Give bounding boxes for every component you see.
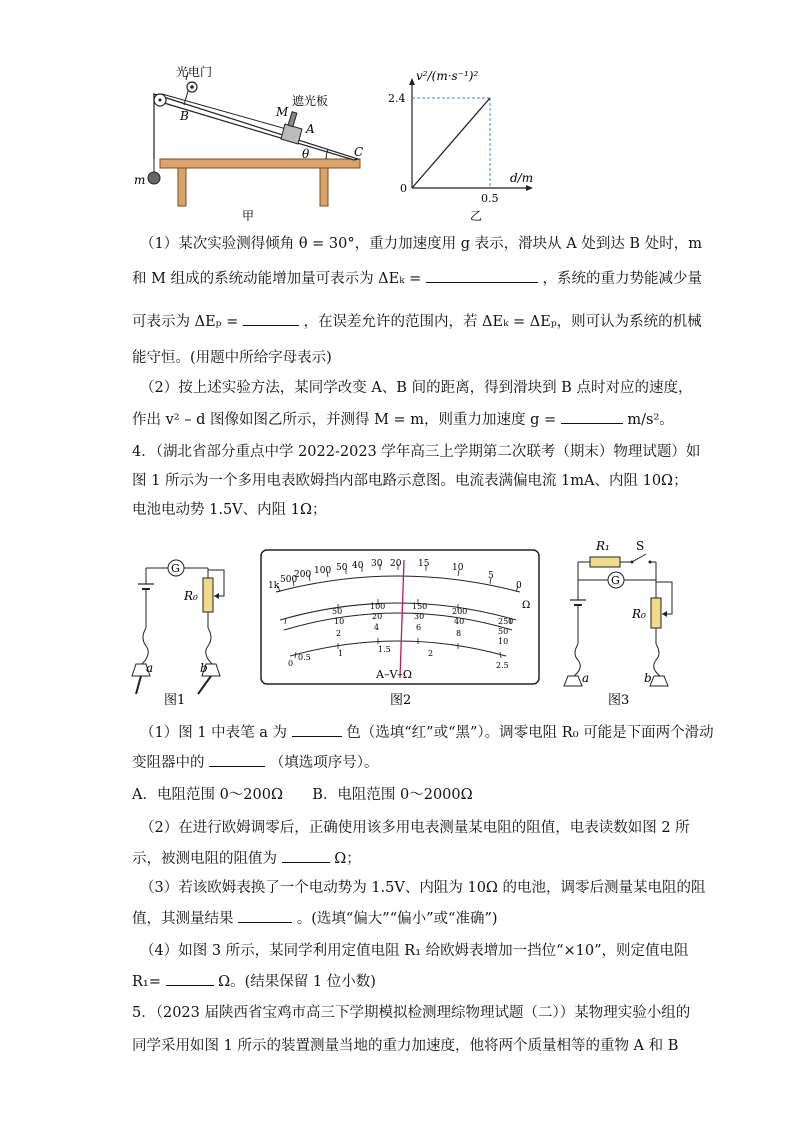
q4-sub2-text: 示，被测电阻的阻值为 bbox=[132, 851, 277, 867]
label-A: A bbox=[306, 122, 315, 136]
scale4-tick-8: 8 bbox=[456, 629, 462, 638]
hanging-mass bbox=[148, 172, 160, 184]
probe-a-fig3 bbox=[564, 676, 582, 686]
caption-fig1: 图1 bbox=[164, 693, 186, 708]
label-m: m bbox=[134, 173, 146, 187]
meter-label: A–V–Ω bbox=[376, 668, 413, 681]
option-A: A．电阻范围 0～200Ω bbox=[132, 787, 284, 803]
q4-sub3-tail: 。(选填“偏大”“偏小”或“准确”) bbox=[296, 911, 498, 927]
q4-sub4-text: R₁= bbox=[132, 974, 161, 990]
label-B: B bbox=[180, 109, 189, 123]
q4-line3: 电池电动势 1.5V、内阻 1Ω； bbox=[132, 502, 327, 518]
label-G-fig3: G bbox=[611, 574, 620, 587]
q3-p2-line2-text: 作出 v² – d 图像如图乙所示，并测得 M = m，则重力加速度 g = bbox=[132, 412, 557, 428]
scale3-tick-40: 40 bbox=[454, 617, 465, 626]
q4-sub2-line2 bbox=[132, 848, 361, 869]
q3-p2-line2 bbox=[132, 409, 674, 430]
ohm-tick-100: 100 bbox=[314, 566, 332, 576]
label-G-fig1: G bbox=[171, 562, 180, 575]
q4-sub4-line1: （4）如图 3 所示，某同学利用定值电阻 R₁ 给欧姆表增加一挡位“×10”，则定值电阻 bbox=[140, 943, 689, 959]
answer-blank-color[interactable] bbox=[292, 722, 342, 737]
caption-fig3: 图3 bbox=[608, 693, 630, 708]
q3-p1-line3-tail: ，在误差允许的范围内，若 ΔEₖ = ΔEₚ，则可认为系统的机械 bbox=[303, 314, 702, 330]
label-a-fig3: a bbox=[582, 671, 590, 685]
scale2-tick-50: 50 bbox=[332, 607, 343, 616]
scale4-tick-6: 6 bbox=[416, 623, 422, 632]
ohm-tick-0: 0 bbox=[516, 581, 522, 591]
resistor-R1 bbox=[590, 557, 620, 567]
answer-blank-R1[interactable] bbox=[166, 971, 214, 986]
q4-sub1-line1 bbox=[140, 722, 714, 743]
figure-jia bbox=[130, 60, 370, 230]
q3-p1-line3-text: 可表示为 ΔEₚ = bbox=[132, 314, 239, 330]
q4-sub2-tail: Ω； bbox=[334, 851, 361, 867]
scale4-tick-2: 2 bbox=[336, 629, 342, 638]
graph-ylabel: v²/(m·s⁻¹)² bbox=[416, 69, 479, 83]
answer-blank-bias[interactable] bbox=[238, 908, 292, 923]
caption-jia: 甲 bbox=[242, 209, 255, 223]
table-leg-right bbox=[320, 168, 328, 206]
label-b-fig3: b bbox=[644, 671, 652, 685]
q4-sub1-line2 bbox=[132, 752, 378, 773]
answer-blank-resistance[interactable] bbox=[282, 848, 330, 863]
q4-sub1-line2-text: 变阻器中的 bbox=[132, 755, 205, 771]
caption-fig2: 图2 bbox=[390, 693, 412, 708]
figure-1-circuit bbox=[128, 548, 248, 708]
scale3-tick-10: 10 bbox=[334, 617, 345, 626]
table-top bbox=[160, 159, 360, 168]
scale2-tick-100: 100 bbox=[370, 602, 386, 611]
q3-p2-line1: （2）按上述实验方法，某同学改变 A、B 间的距离，得到滑块到 B 点时对应的速度， bbox=[140, 380, 693, 396]
q3-p2-line2-tail: m/s²。 bbox=[627, 412, 674, 428]
scale5-tick-0: 0 bbox=[288, 659, 294, 668]
q4-sub4-tail: Ω。(结果保留 1 位小数) bbox=[218, 974, 376, 990]
answer-blank-dEk[interactable] bbox=[426, 268, 538, 283]
q4-sub1-tail: 色（选填“红”或“黑”）。调零电阻 R₀ 可能是下面两个滑动 bbox=[346, 725, 714, 741]
ohm-tick-40: 40 bbox=[352, 561, 364, 571]
graph-y-tick: 2.4 bbox=[388, 92, 406, 105]
scale3-tick-20: 20 bbox=[372, 612, 383, 621]
ohm-tick-50: 50 bbox=[336, 563, 348, 573]
answer-blank-option[interactable] bbox=[209, 752, 265, 767]
scale2-tick-150: 150 bbox=[412, 602, 428, 611]
q4-sub1-line2-tail: （填选项序号）。 bbox=[269, 755, 379, 771]
q3-p1-line2-tail: ，系统的重力势能减少量 bbox=[542, 271, 702, 287]
probe-b-fig3 bbox=[650, 676, 668, 686]
q3-p1-line3 bbox=[132, 311, 702, 332]
answer-blank-dEp[interactable] bbox=[243, 311, 299, 326]
q4-sub4-line2 bbox=[132, 971, 376, 992]
scale5-tick-2.5: 2.5 bbox=[496, 661, 509, 670]
label-S-fig3: S bbox=[636, 539, 645, 553]
figure-3-circuit bbox=[560, 532, 690, 708]
q4-sub1-text: （1）图 1 中表笔 a 为 bbox=[140, 725, 288, 741]
graph-xlabel: d/m bbox=[510, 171, 534, 185]
q4-sub2-line1: （2）在进行欧姆调零后，正确使用该多用电表测量某电阻的阻值，电表读数如图 2 所 bbox=[140, 820, 690, 836]
ohm-tick-500: 500 bbox=[280, 575, 298, 585]
q5-line2: 同学采用如图 1 所示的装置测量当地的重力加速度，他将两个质量相等的重物 A 和 B bbox=[132, 1038, 679, 1054]
scale2-tick-250: 250 bbox=[498, 617, 514, 626]
ohm-tick-20: 20 bbox=[390, 559, 402, 569]
q3-p1-line1: （1）某次实验测得倾角 θ = 30°，重力加速度用 g 表示，滑块从 A 处到达 B 处时，m bbox=[140, 236, 702, 252]
q4-sub3-line1: （3）若该欧姆表换了一个电动势为 1.5V、内阻为 10Ω 的电池，调零后测量某电阻的阻 bbox=[140, 880, 706, 896]
option-B: B．电阻范围 0～2000Ω bbox=[312, 787, 473, 803]
ohm-tick-200: 200 bbox=[294, 570, 312, 580]
table-leg-left bbox=[178, 168, 186, 206]
label-R0-fig3: R₀ bbox=[632, 607, 646, 621]
caption-yi: 乙 bbox=[470, 209, 483, 223]
scale5-tick-0.5: 0.5 bbox=[298, 653, 311, 662]
label-b-fig1: b bbox=[200, 661, 208, 675]
graph-x-tick: 0.5 bbox=[481, 192, 499, 205]
q4-options bbox=[132, 785, 473, 805]
q3-p1-line2 bbox=[132, 268, 702, 289]
figure-yi-graph bbox=[378, 68, 548, 228]
rheostat-R0 bbox=[203, 578, 213, 612]
q5-line1: 5．（2023 届陕西省宝鸡市高三下学期模拟检测理综物理试题（二））某物理实验小组的 bbox=[132, 1005, 691, 1021]
scale5-tick-1: 1 bbox=[338, 649, 344, 658]
ohm-tick-5: 5 bbox=[488, 571, 494, 581]
scale3-tick-50: 50 bbox=[498, 627, 509, 636]
q4-sub3-text: 值，其测量结果 bbox=[132, 911, 234, 927]
label-C: C bbox=[354, 145, 364, 159]
q3-p1-line2-text: 和 M 组成的系统动能增加量可表示为 ΔEₖ = bbox=[132, 271, 422, 287]
label-photogate: 光电门 bbox=[176, 65, 213, 79]
data-line bbox=[412, 98, 490, 188]
ohm-tick-1k: 1k bbox=[268, 581, 280, 591]
scale5-tick-1.5: 1.5 bbox=[378, 645, 391, 654]
q4-line1: 4．（湖北省部分重点中学 2022-2023 学年高三上学期第二次联考（期末）物理试题）如 bbox=[132, 444, 701, 460]
ohm-tick-30: 30 bbox=[371, 559, 383, 569]
label-R0-fig1: R₀ bbox=[184, 589, 198, 603]
label-shade: 遮光板 bbox=[292, 94, 329, 108]
slider-block bbox=[281, 124, 302, 144]
label-R1-fig3: R₁ bbox=[596, 539, 610, 553]
rheostat-R0-fig3 bbox=[651, 598, 661, 628]
graph-origin: 0 bbox=[400, 182, 407, 195]
q3-p1-line4: 能守恒。(用题中所给字母表示) bbox=[132, 350, 332, 366]
ohm-tick-15: 15 bbox=[418, 559, 430, 569]
ohm-tick-10: 10 bbox=[452, 563, 464, 573]
ohm-symbol: Ω bbox=[522, 600, 531, 611]
figure-2-meter bbox=[258, 548, 542, 708]
answer-blank-g[interactable] bbox=[561, 409, 623, 424]
scale3-tick-30: 30 bbox=[414, 612, 425, 621]
q4-sub3-line2 bbox=[132, 908, 498, 929]
label-M: M bbox=[276, 105, 289, 119]
scale5-tick-2: 2 bbox=[428, 649, 434, 658]
label-theta: θ bbox=[302, 147, 310, 161]
scale4-tick-10: 10 bbox=[498, 637, 509, 646]
label-a-fig1: a bbox=[146, 661, 154, 675]
q4-line2: 图 1 所示为一个多用电表欧姆挡内部电路示意图。电流表满偏电流 1mA、内阻 10Ω； bbox=[132, 473, 688, 489]
scale2-tick-200: 200 bbox=[452, 607, 468, 616]
scale4-tick-4: 4 bbox=[374, 623, 380, 632]
